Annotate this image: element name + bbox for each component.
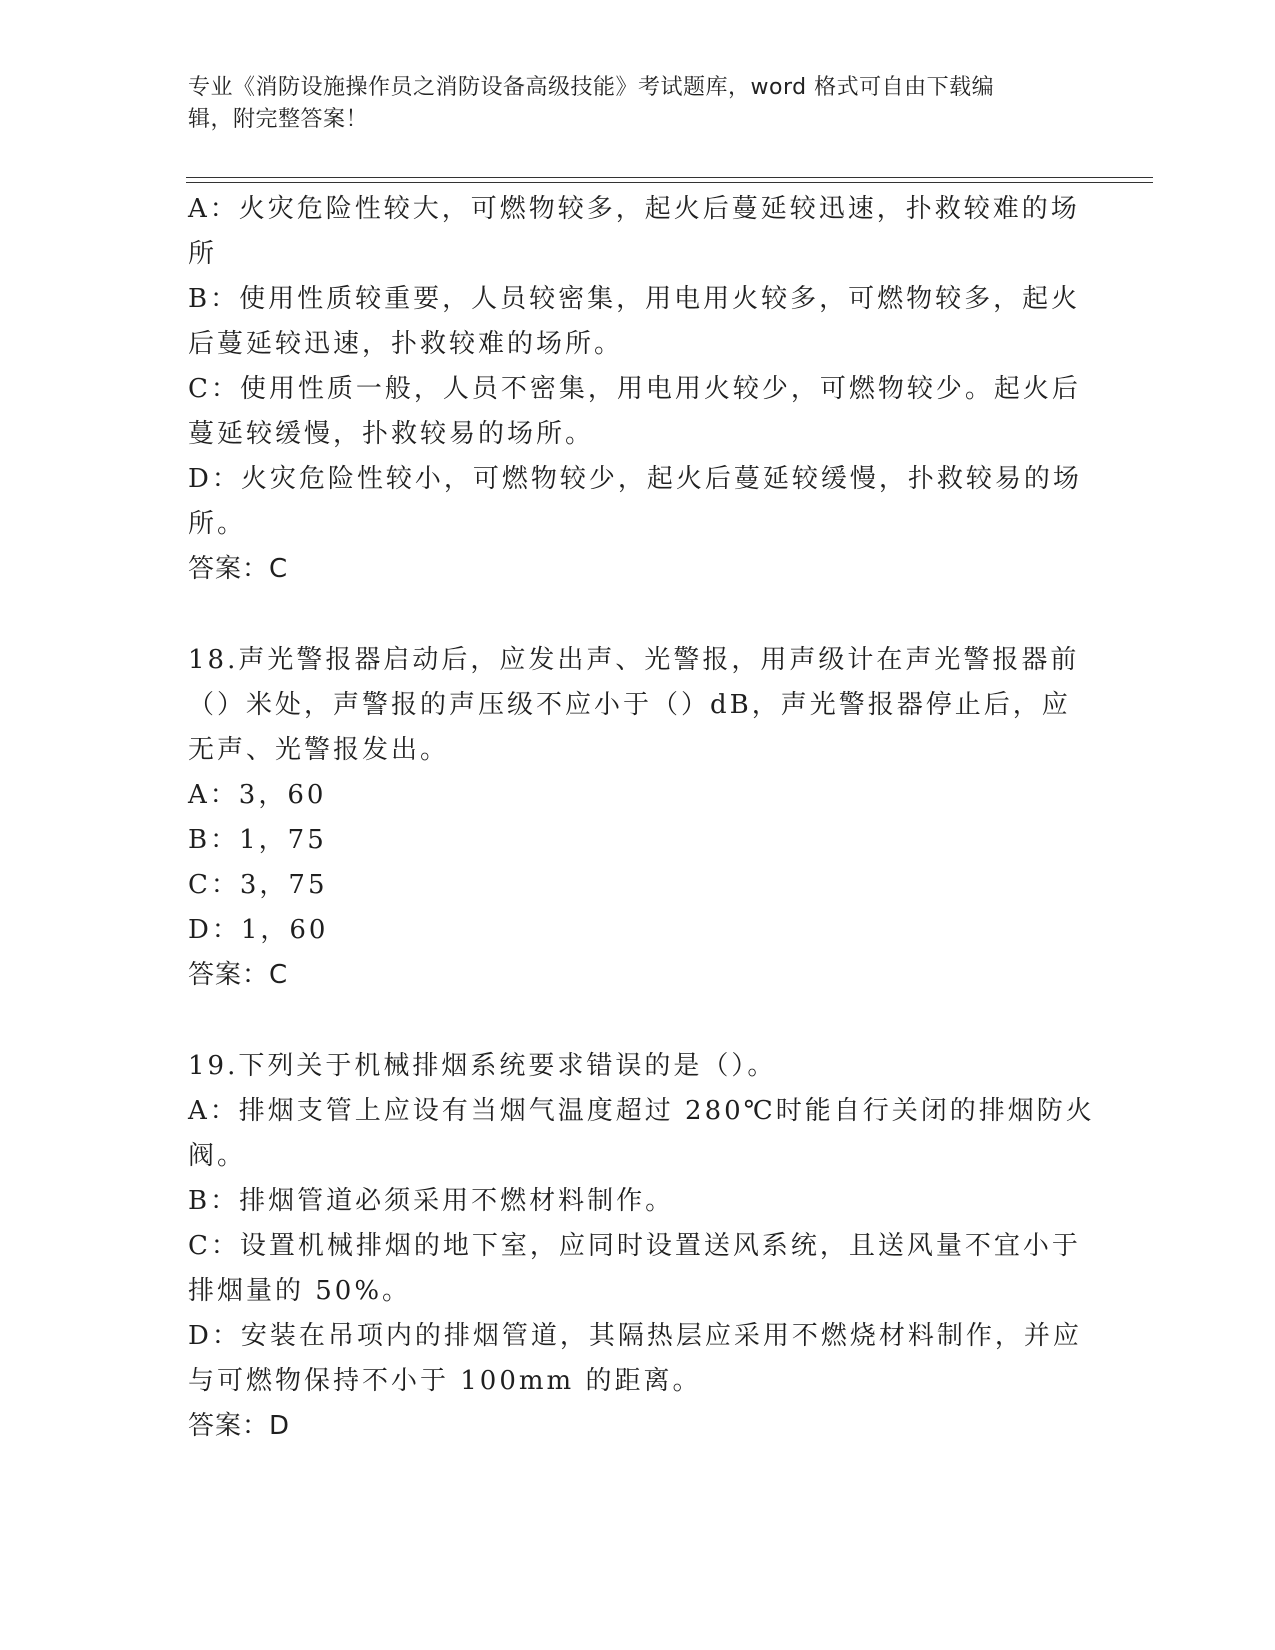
option-d: D：安装在吊项内的排烟管道，其隔热层应采用不燃烧材料制作，并应: [188, 1321, 1082, 1351]
option-a: A：排烟支管上应设有当烟气温度超过 280℃时能自行关闭的排烟防火: [188, 1096, 1095, 1126]
option-d-cont: 所。: [188, 509, 247, 539]
question-stem: 18.声光警报器启动后，应发出声、光警报，用声级计在声光警报器前: [188, 645, 1080, 675]
option-c: C：设置机械排烟的地下室，应同时设置送风系统，且送风量不宜小于: [188, 1231, 1081, 1261]
header-line: 专业《消防设施操作员之消防设备高级技能》考试题库，word 格式可自由下载编: [188, 75, 995, 100]
answer: 答案：C: [188, 960, 289, 990]
option-d: D：火灾危险性较小，可燃物较少，起火后蔓延较缓慢，扑救较易的场: [188, 464, 1082, 494]
option-c: C：3，75: [188, 870, 328, 900]
option-b-cont: 后蔓延较迅速，扑救较难的场所。: [188, 329, 624, 359]
answer: 答案：D: [188, 1411, 291, 1441]
option-b: B：排烟管道必须采用不燃材料制作。: [188, 1186, 675, 1216]
question-stem: 19.下列关于机械排烟系统要求错误的是（）。: [188, 1051, 777, 1081]
option-c-cont: 排烟量的 50%。: [188, 1276, 412, 1306]
question-stem-cont: 无声、光警报发出。: [188, 735, 450, 765]
question-17-options: [188, 187, 1082, 592]
answer: 答案：C: [188, 554, 289, 584]
question-19: [188, 1044, 1095, 1449]
header-divider: [186, 182, 1153, 183]
option-c-cont: 蔓延较缓慢，扑救较易的场所。: [188, 419, 595, 449]
option-a: A：3，60: [188, 780, 327, 810]
option-d-cont: 与可燃物保持不小于 100mm 的距离。: [188, 1366, 702, 1396]
option-a: A：火灾危险性较大，可燃物较多，起火后蔓延较迅速，扑救较难的场: [188, 194, 1080, 224]
document-header: [188, 72, 1078, 136]
header-line: 辑，附完整答案！: [188, 107, 369, 132]
question-18: [188, 638, 1078, 998]
option-d: D：1，60: [188, 915, 329, 945]
option-a-cont: 阀。: [188, 1141, 247, 1171]
header-divider: [186, 177, 1153, 178]
question-stem-cont: （）米处，声警报的声压级不应小于（）dB，声光警报器停止后，应: [188, 690, 1071, 720]
option-a-cont: 所: [188, 239, 218, 269]
option-c: C：使用性质一般，人员不密集，用电用火较少，可燃物较少。起火后: [188, 374, 1081, 404]
option-b: B：1，75: [188, 825, 327, 855]
option-b: B：使用性质较重要，人员较密集，用电用火较多，可燃物较多，起火: [188, 284, 1081, 314]
